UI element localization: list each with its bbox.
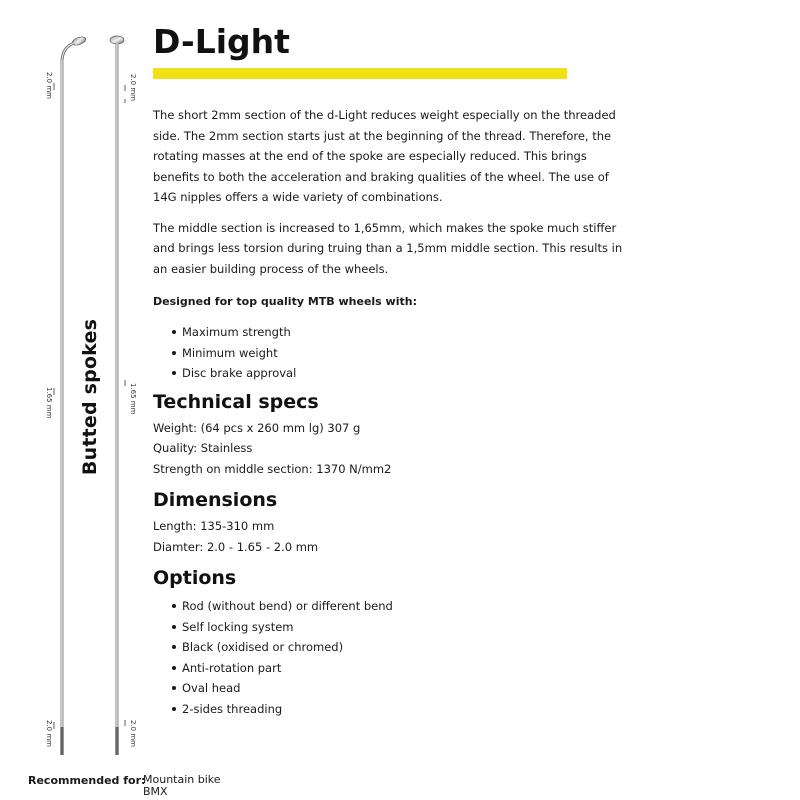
spoke-rod [116,43,119,755]
recommended-value: BMX [143,785,168,798]
description-paragraph: The short 2mm section of the d-Light reduces weight especially on the threaded side. The 2mm section starts just at the beginning of the thread. Therefore, the rotating masses at the end of the spoke are especially reduced. This brings benefits to both the acceleration and braking qualities of the wheel. The use of 14G nipples offers a wide variety of combinations. [153,108,616,204]
bullet-icon [172,707,176,711]
list-item [153,343,633,364]
list-item-label: 2-sides threading [182,701,283,716]
list-item-label: Disc brake approval [182,366,297,380]
product-content [153,22,633,719]
spec-line: Weight: (64 pcs x 260 mm lg) 307 g [153,420,361,435]
bullet-icon [172,330,176,334]
list-item [153,637,633,658]
dim-label-bottom: 2.0 mm [129,720,137,747]
recommended-label: Recommended for: [28,774,146,787]
list-item-label: Black (oxidised or chromed) [182,640,344,654]
spoke-head [71,35,87,46]
recommended-value: Mountain bike [143,773,221,786]
bullet-icon [172,625,176,629]
list-item-label: Minimum weight [182,345,278,360]
list-item-label: Rod (without bend) or different bend [182,599,393,613]
options-heading: Options [153,567,237,589]
spoke-thread [115,727,118,755]
list-item [153,596,633,617]
dim-label-middle: 1.65 mm [45,387,53,419]
product-title: D-Light [153,22,290,61]
dim-label-bottom: 2.0 mm [45,720,53,747]
spoke-rod [61,60,64,755]
designed-for-heading: Designed for top quality MTB wheels with: [153,295,417,308]
list-item-label: Maximum strength [182,325,291,339]
dimension-line: Diamter: 2.0 - 1.65 - 2.0 mm [153,539,319,554]
bullet-icon [172,351,176,355]
list-item [153,322,633,343]
list-item-label: Self locking system [182,619,294,634]
list-item [153,658,633,679]
spec-line: Strength on middle section: 1370 N/mm2 [153,461,392,476]
technical-specs-list [153,418,633,480]
list-item [153,363,633,384]
recommended-values [143,774,221,798]
list-item [153,699,633,720]
dimension-line: Length: 135-310 mm [153,519,275,533]
description-paragraph: The middle section is increased to 1,65mm, which makes the spoke much stiffer and brings less torsion during truing than a 1,5mm middle section. This results in an easier building process of the wheels. [153,220,623,276]
list-item-label: Anti-rotation part [182,660,282,675]
spoke-head [110,36,124,44]
bullet-icon [172,686,176,690]
dimensions-list [153,516,633,557]
side-title: Butted spokes [79,318,101,476]
bullet-icon [172,666,176,670]
spoke-thread [60,727,63,755]
technical-specs-heading: Technical specs [153,390,319,413]
options-list [153,596,633,719]
straight-spoke [110,36,124,755]
spec-line: Quality: Stainless [153,441,253,455]
dim-label-top: 2.0 mm [45,72,53,99]
spoke-illustration [0,0,150,770]
list-item [153,678,633,699]
bullet-icon [172,371,176,375]
designed-for-list [153,322,633,384]
accent-bar [153,68,567,79]
list-item-label: Oval head [182,681,241,695]
bullet-icon [172,604,176,608]
dimensions-heading: Dimensions [153,489,278,511]
bullet-icon [172,645,176,649]
list-item [153,617,633,638]
dim-label-middle: 1.65 mm [129,383,137,415]
dim-label-top: 2.0 mm [129,74,137,101]
